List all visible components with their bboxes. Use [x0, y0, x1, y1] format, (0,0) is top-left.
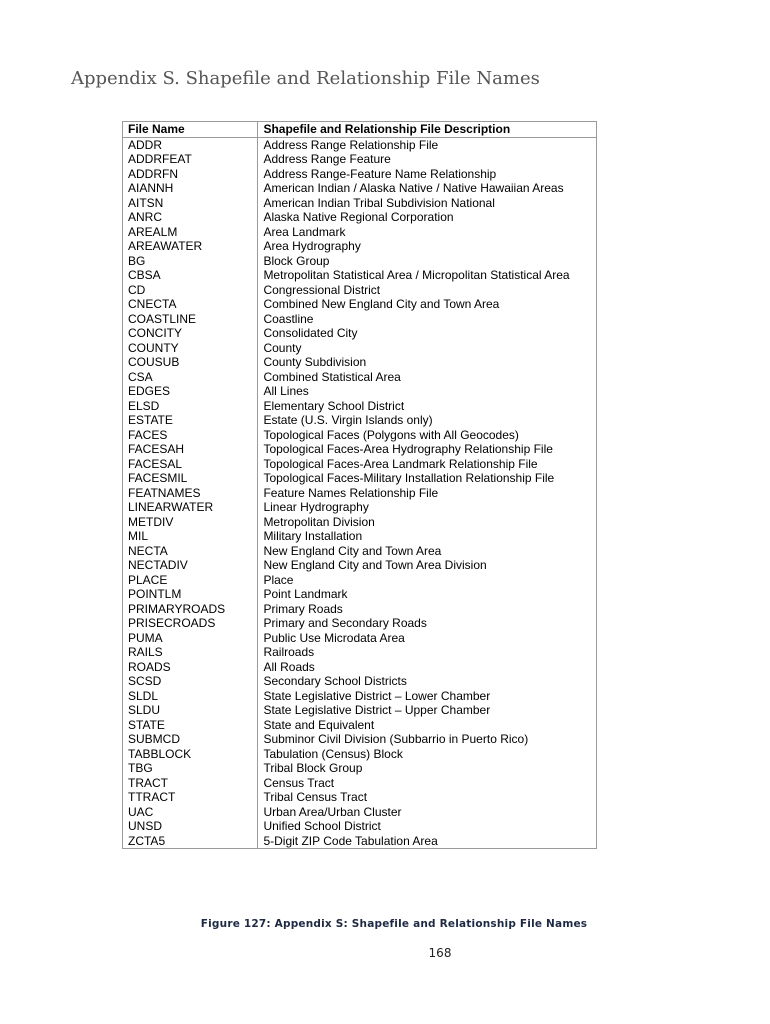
table-row	[123, 616, 597, 631]
file-name-cell: SLDU	[123, 703, 258, 718]
file-description-cell: Metropolitan Statistical Area / Micropolitan Statistical Area	[258, 268, 597, 283]
file-description-cell: Alaska Native Regional Corporation	[258, 210, 597, 225]
table-row	[123, 834, 597, 849]
file-description-cell: Coastline	[258, 312, 597, 327]
file-name-cell: POINTLM	[123, 587, 258, 602]
table-row	[123, 819, 597, 834]
page-number	[0, 946, 770, 960]
table-row	[123, 790, 597, 805]
file-name-cell: UAC	[123, 805, 258, 820]
file-name-cell: SUBMCD	[123, 732, 258, 747]
table-row	[123, 384, 597, 399]
table-row	[123, 442, 597, 457]
table-row	[123, 486, 597, 501]
file-name-cell: AREAWATER	[123, 239, 258, 254]
table-row	[123, 660, 597, 675]
file-description-cell: Topological Faces-Area Hydrography Relationship File	[258, 442, 597, 457]
table-row	[123, 137, 597, 152]
file-description-cell: Linear Hydrography	[258, 500, 597, 515]
file-description-cell: 5-Digit ZIP Code Tabulation Area	[258, 834, 597, 849]
file-description-cell: Combined New England City and Town Area	[258, 297, 597, 312]
file-description-cell: Consolidated City	[258, 326, 597, 341]
figure-caption	[0, 918, 770, 930]
file-description-cell: Feature Names Relationship File	[258, 486, 597, 501]
file-description-cell: Estate (U.S. Virgin Islands only)	[258, 413, 597, 428]
file-name-cell: SCSD	[123, 674, 258, 689]
file-name-cell: ADDRFEAT	[123, 152, 258, 167]
table-row	[123, 268, 597, 283]
file-description-cell: Primary and Secondary Roads	[258, 616, 597, 631]
file-name-cell: ADDRFN	[123, 167, 258, 182]
file-description-cell: Unified School District	[258, 819, 597, 834]
table-row	[123, 457, 597, 472]
file-name-cell: STATE	[123, 718, 258, 733]
file-description-cell: New England City and Town Area Division	[258, 558, 597, 573]
page-number-text: 168	[428, 946, 452, 960]
table-row	[123, 544, 597, 559]
file-description-cell: Area Hydrography	[258, 239, 597, 254]
file-description-cell: Topological Faces-Area Landmark Relationship File	[258, 457, 597, 472]
column-header-description: Shapefile and Relationship File Description	[258, 122, 597, 138]
table-row	[123, 341, 597, 356]
table-row	[123, 181, 597, 196]
file-name-cell: ADDR	[123, 137, 258, 152]
file-name-cell: TTRACT	[123, 790, 258, 805]
file-description-cell: Point Landmark	[258, 587, 597, 602]
file-description-cell: Urban Area/Urban Cluster	[258, 805, 597, 820]
file-name-cell: FEATNAMES	[123, 486, 258, 501]
file-name-cell: EDGES	[123, 384, 258, 399]
file-description-cell: Congressional District	[258, 283, 597, 298]
file-description-cell: American Indian / Alaska Native / Native Hawaiian Areas	[258, 181, 597, 196]
table-row	[123, 210, 597, 225]
table-row	[123, 254, 597, 269]
figure-caption-text: Figure 127: Appendix S: Shapefile and Relationship File Names	[200, 918, 588, 930]
file-name-cell: CSA	[123, 370, 258, 385]
file-name-cell: BG	[123, 254, 258, 269]
table-row	[123, 558, 597, 573]
file-description-cell: State Legislative District – Upper Chamber	[258, 703, 597, 718]
file-name-cell: FACESAH	[123, 442, 258, 457]
table-row	[123, 152, 597, 167]
file-description-cell: American Indian Tribal Subdivision National	[258, 196, 597, 211]
table-row	[123, 471, 597, 486]
file-description-cell: County	[258, 341, 597, 356]
file-description-cell: Public Use Microdata Area	[258, 631, 597, 646]
file-description-cell: County Subdivision	[258, 355, 597, 370]
file-name-cell: PUMA	[123, 631, 258, 646]
table-row	[123, 297, 597, 312]
file-name-cell: NECTADIV	[123, 558, 258, 573]
table-row	[123, 761, 597, 776]
table-row	[123, 573, 597, 588]
table-row	[123, 587, 597, 602]
page-title: Appendix S. Shapefile and Relationship File Names	[71, 68, 540, 89]
file-name-cell: PRIMARYROADS	[123, 602, 258, 617]
table-row	[123, 196, 597, 211]
table-row	[123, 805, 597, 820]
file-name-cell: METDIV	[123, 515, 258, 530]
table-row	[123, 370, 597, 385]
file-name-cell: PLACE	[123, 573, 258, 588]
file-name-cell: CNECTA	[123, 297, 258, 312]
table-row	[123, 747, 597, 762]
table-row	[123, 167, 597, 182]
file-description-cell: Elementary School District	[258, 399, 597, 414]
table-row	[123, 645, 597, 660]
file-description-cell: Topological Faces-Military Installation Relationship File	[258, 471, 597, 486]
file-name-cell: ESTATE	[123, 413, 258, 428]
table-row	[123, 399, 597, 414]
table-row	[123, 312, 597, 327]
file-description-cell: Primary Roads	[258, 602, 597, 617]
file-description-cell: Metropolitan Division	[258, 515, 597, 530]
file-description-cell: Tribal Census Tract	[258, 790, 597, 805]
table-body	[123, 137, 597, 849]
file-description-cell: Block Group	[258, 254, 597, 269]
file-name-cell: UNSD	[123, 819, 258, 834]
file-description-cell: Address Range-Feature Name Relationship	[258, 167, 597, 182]
file-name-cell: COASTLINE	[123, 312, 258, 327]
file-name-cell: ROADS	[123, 660, 258, 675]
file-name-cell: CONCITY	[123, 326, 258, 341]
file-description-cell: New England City and Town Area	[258, 544, 597, 559]
table-row	[123, 515, 597, 530]
file-name-cell: FACES	[123, 428, 258, 443]
table-row	[123, 326, 597, 341]
file-name-cell: CD	[123, 283, 258, 298]
file-name-cell: PRISECROADS	[123, 616, 258, 631]
file-names-table	[122, 121, 597, 849]
table-row	[123, 529, 597, 544]
file-name-cell: TABBLOCK	[123, 747, 258, 762]
table-row	[123, 428, 597, 443]
file-description-cell: Tabulation (Census) Block	[258, 747, 597, 762]
file-name-cell: LINEARWATER	[123, 500, 258, 515]
file-description-cell: Railroads	[258, 645, 597, 660]
file-name-cell: AREALM	[123, 225, 258, 240]
table-header-row	[123, 122, 597, 138]
table-row	[123, 732, 597, 747]
table-row	[123, 225, 597, 240]
file-description-cell: Address Range Feature	[258, 152, 597, 167]
table-row	[123, 674, 597, 689]
table-row	[123, 500, 597, 515]
file-name-cell: ELSD	[123, 399, 258, 414]
file-name-cell: SLDL	[123, 689, 258, 704]
file-description-cell: Secondary School Districts	[258, 674, 597, 689]
table-row	[123, 703, 597, 718]
file-description-cell: Military Installation	[258, 529, 597, 544]
file-description-cell: State Legislative District – Lower Chamber	[258, 689, 597, 704]
file-description-cell: Census Tract	[258, 776, 597, 791]
table-row	[123, 718, 597, 733]
table-row	[123, 631, 597, 646]
file-name-cell: CBSA	[123, 268, 258, 283]
file-description-cell: Place	[258, 573, 597, 588]
file-names-table-wrapper	[122, 121, 597, 849]
file-description-cell: State and Equivalent	[258, 718, 597, 733]
file-description-cell: Topological Faces (Polygons with All Geocodes)	[258, 428, 597, 443]
file-name-cell: MIL	[123, 529, 258, 544]
table-row	[123, 413, 597, 428]
table-row	[123, 776, 597, 791]
file-name-cell: AIANNH	[123, 181, 258, 196]
file-name-cell: ANRC	[123, 210, 258, 225]
file-name-cell: COUNTY	[123, 341, 258, 356]
file-name-cell: NECTA	[123, 544, 258, 559]
file-description-cell: Tribal Block Group	[258, 761, 597, 776]
file-name-cell: FACESMIL	[123, 471, 258, 486]
file-description-cell: All Lines	[258, 384, 597, 399]
table-row	[123, 239, 597, 254]
table-row	[123, 689, 597, 704]
file-name-cell: COUSUB	[123, 355, 258, 370]
table-row	[123, 355, 597, 370]
file-name-cell: ZCTA5	[123, 834, 258, 849]
table-row	[123, 602, 597, 617]
file-description-cell: All Roads	[258, 660, 597, 675]
table-row	[123, 283, 597, 298]
file-description-cell: Combined Statistical Area	[258, 370, 597, 385]
file-name-cell: RAILS	[123, 645, 258, 660]
file-name-cell: TRACT	[123, 776, 258, 791]
file-name-cell: AITSN	[123, 196, 258, 211]
file-name-cell: FACESAL	[123, 457, 258, 472]
file-description-cell: Address Range Relationship File	[258, 137, 597, 152]
column-header-file-name: File Name	[123, 122, 258, 138]
file-description-cell: Area Landmark	[258, 225, 597, 240]
file-name-cell: TBG	[123, 761, 258, 776]
file-description-cell: Subminor Civil Division (Subbarrio in Puerto Rico)	[258, 732, 597, 747]
